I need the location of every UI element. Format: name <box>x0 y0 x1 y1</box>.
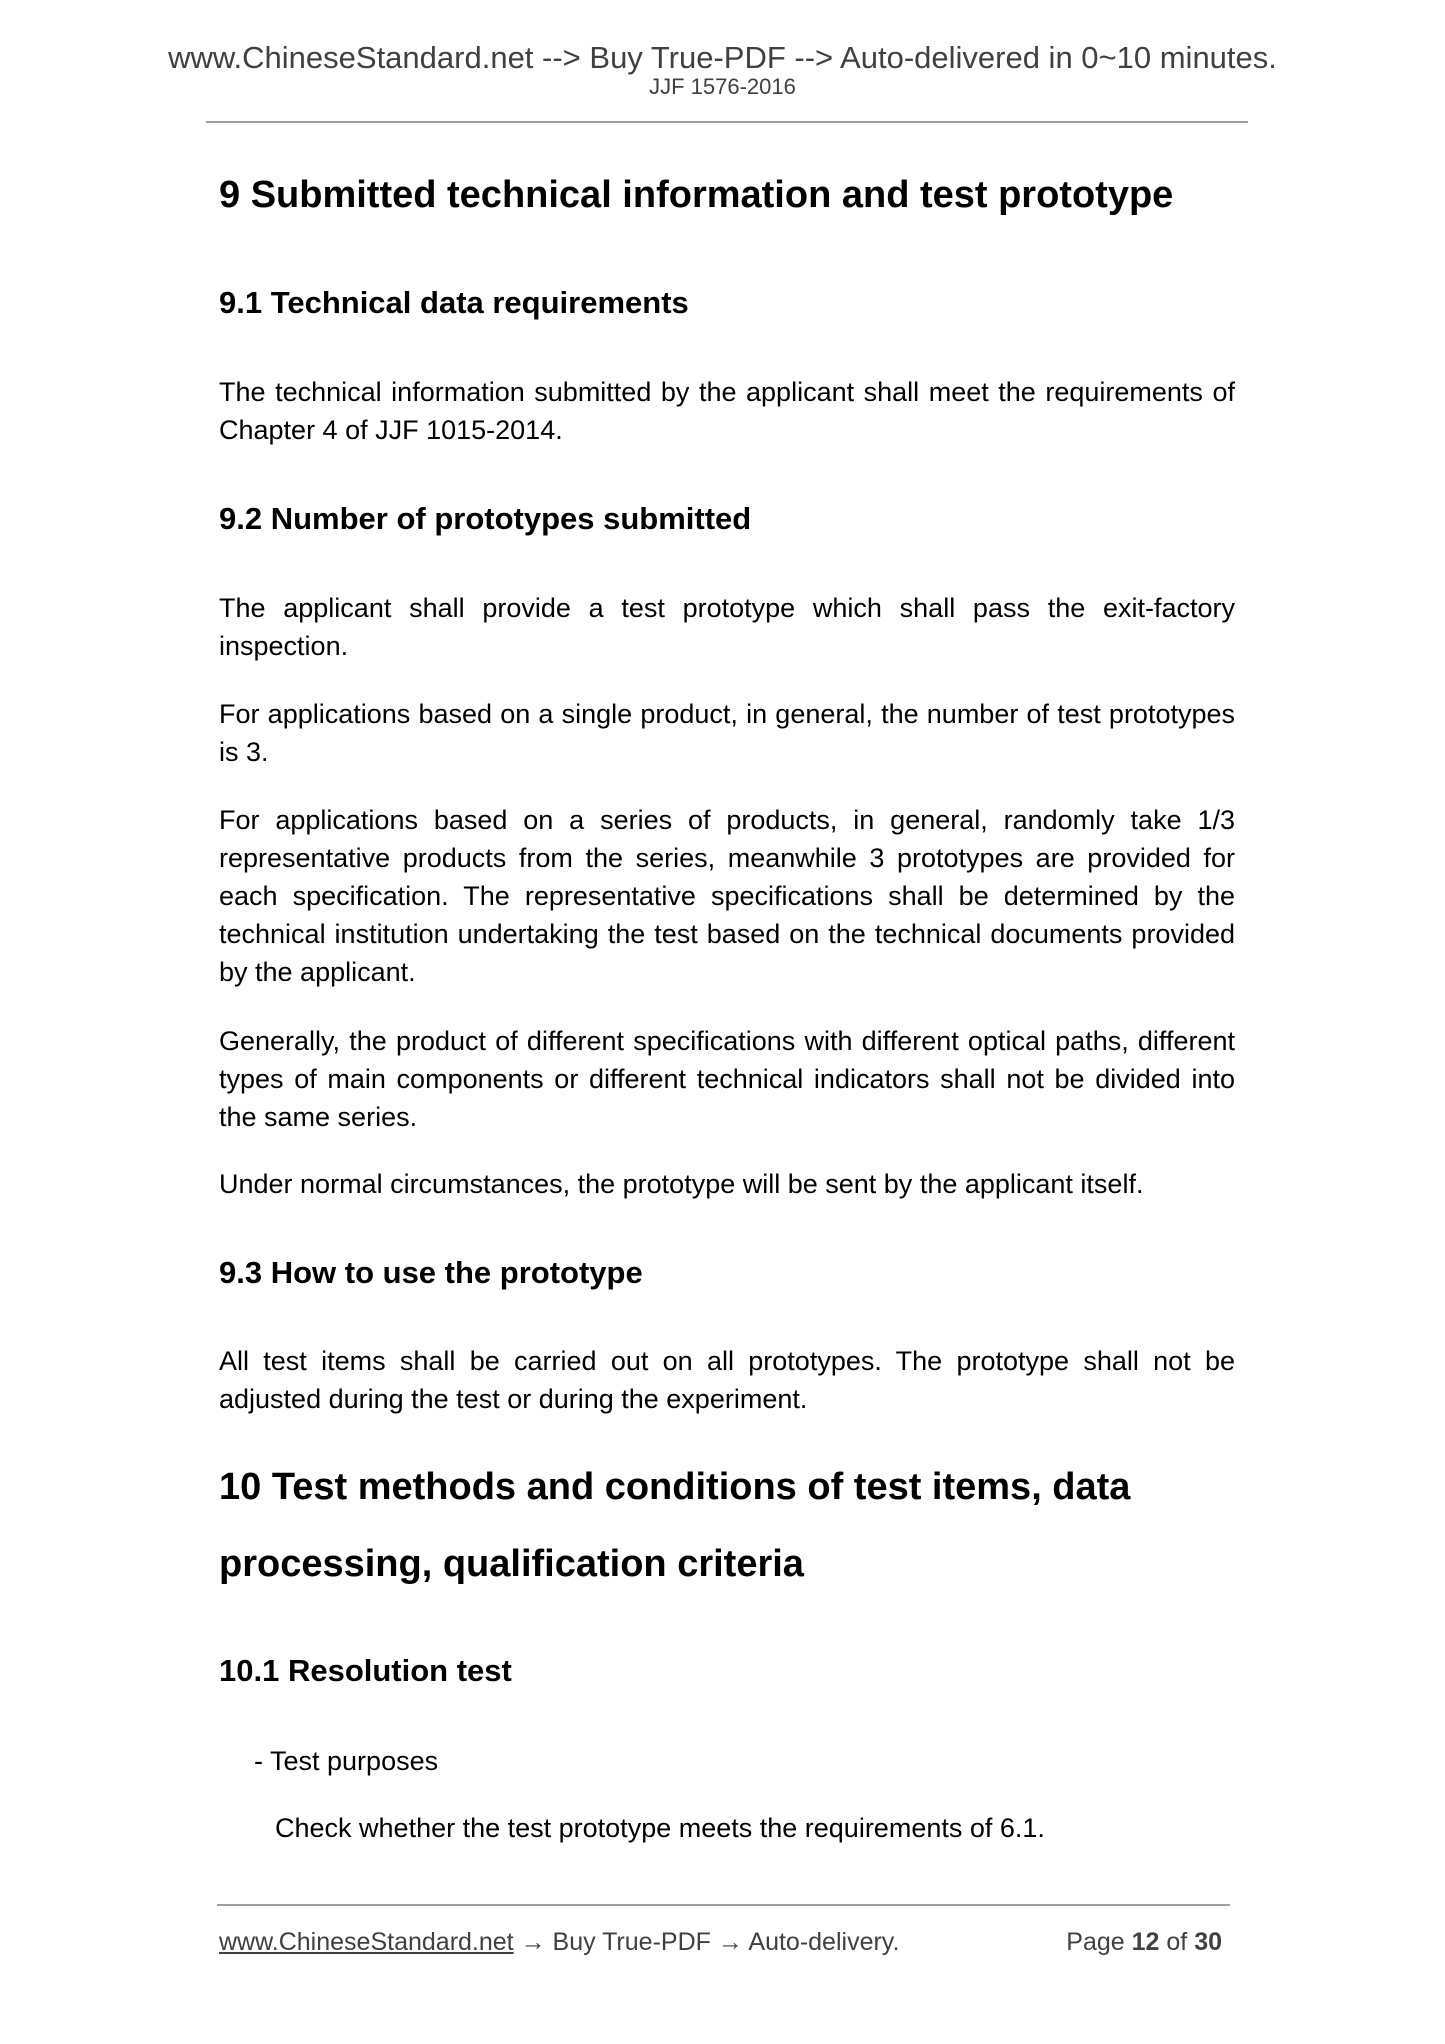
paragraph: For applications based on a series of products, in general, randomly take 1/3 representative products from the series, meanwhile 3 prototypes are provided for each specification. The representative specifications shall be determined by the technical institution undertaking the test based on the technical documents provided by the applicant. <box>219 805 1235 987</box>
section-9-1-heading: 9.1 Technical data requirements <box>219 285 689 320</box>
list-item: - Test purposes <box>254 1746 439 1776</box>
footer-tail: → Buy True-PDF → Auto-delivery. <box>513 1928 900 1956</box>
section-10-heading: 10 Test methods and conditions of test items, data processing, qualification criteria <box>219 1466 1131 1585</box>
section-10-1-heading: 10.1 Resolution test <box>219 1653 512 1688</box>
paragraph: For applications based on a single product, in general, the number of test prototypes is 3. <box>219 699 1235 767</box>
header-divider <box>206 121 1248 123</box>
footer-link[interactable]: www.ChineseStandard.net <box>219 1928 514 1956</box>
section-9-3-heading: 9.3 How to use the prototype <box>219 1255 643 1290</box>
footer-left <box>219 1926 899 1958</box>
paragraph: The technical information submitted by the applicant shall meet the requirements of Chapter 4 of JJF 1015-2014. <box>219 377 1235 445</box>
header-banner: www.ChineseStandard.net --> Buy True-PDF --> Auto-delivered in 0~10 minutes. <box>168 40 1277 75</box>
section-9-heading: 9 Submitted technical information and test prototype <box>219 174 1174 216</box>
document-code: JJF 1576-2016 <box>649 74 796 99</box>
section-9-2-heading: 9.2 Number of prototypes submitted <box>219 501 752 536</box>
page-total: 30 <box>1194 1928 1222 1956</box>
page-label: Page <box>1066 1928 1125 1956</box>
page-number: 12 <box>1131 1928 1160 1956</box>
footer-divider <box>217 1904 1230 1906</box>
page-indicator <box>1066 1926 1222 1958</box>
paragraph: The applicant shall provide a test prototype which shall pass the exit-factory inspection. <box>219 593 1235 661</box>
paragraph: Under normal circumstances, the prototype will be sent by the applicant itself. <box>219 1169 1144 1199</box>
paragraph: Generally, the product of different specifications with different optical paths, different types of main components or different technical indicators shall not be divided into the same series. <box>219 1026 1235 1132</box>
paragraph: All test items shall be carried out on all prototypes. The prototype shall not be adjusted during the test or during the experiment. <box>219 1346 1235 1414</box>
list-item-text: Check whether the test prototype meets the requirements of 6.1. <box>275 1813 1045 1843</box>
of-label: of <box>1166 1928 1188 1956</box>
